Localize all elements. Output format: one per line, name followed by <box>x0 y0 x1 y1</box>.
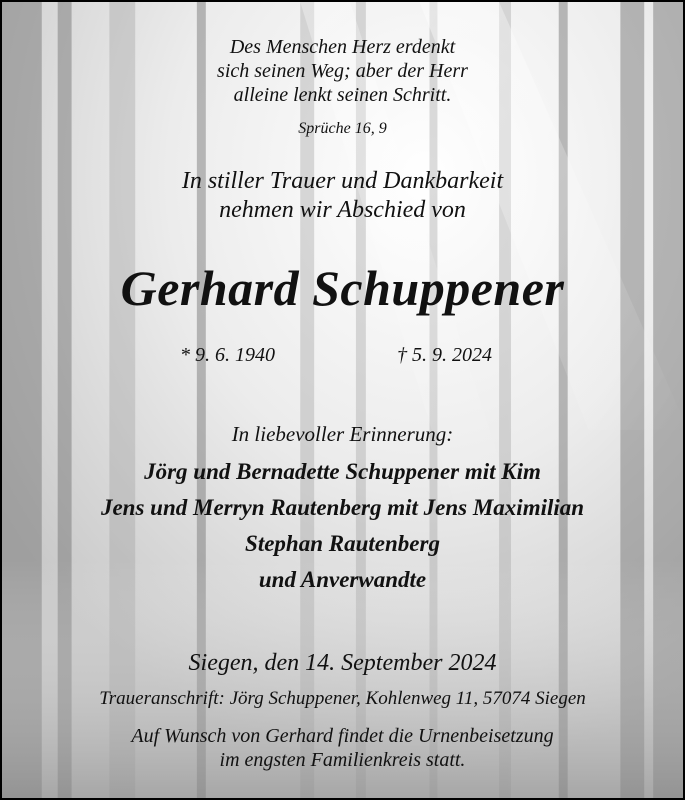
intro-line: nehmen wir Abschied von <box>219 197 466 223</box>
deceased-name: Gerhard Schuppener <box>120 260 565 316</box>
verse-line: sich seinen Weg; aber der Herr <box>217 60 468 82</box>
burial-wish-line: Auf Wunsch von Gerhard findet die Urnenbeisetzung <box>131 725 554 747</box>
intro-line: In stiller Trauer und Dankbarkeit <box>181 168 504 194</box>
mourning-address: Traueranschrift: Jörg Schuppener, Kohlenweg 11, 57074 Siegen <box>99 688 586 709</box>
memory-label: In liebevoller Erinnerung: <box>231 422 454 446</box>
place-date: Siegen, den 14. September 2024 <box>188 650 497 676</box>
family-member: Stephan Rautenberg <box>245 531 440 556</box>
family-member: und Anverwandte <box>258 567 427 592</box>
verse-line: Des Menschen Herz erdenkt <box>229 36 456 58</box>
death-date: † 5. 9. 2024 <box>397 344 492 366</box>
family-member: Jörg und Bernadette Schuppener mit Kim <box>144 459 541 484</box>
verse-reference: Sprüche 16, 9 <box>298 120 387 137</box>
family-member: Jens und Merryn Rautenberg mit Jens Maximilian <box>100 495 585 520</box>
burial-wish-line: im engsten Familienkreis statt. <box>219 749 466 771</box>
verse-line: alleine lenkt seinen Schritt. <box>233 84 452 106</box>
birth-date: * 9. 6. 1940 <box>180 344 275 366</box>
